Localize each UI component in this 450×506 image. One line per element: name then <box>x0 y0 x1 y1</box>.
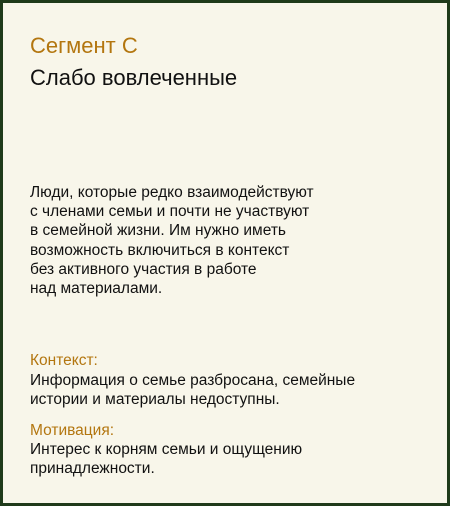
description-line: с членами семьи и почти не участвуют <box>30 203 310 221</box>
segment-label: Сегмент C <box>30 33 138 58</box>
context-line: истории и материалы недоступны. <box>30 391 280 408</box>
segment-card <box>3 3 447 503</box>
motivation-line: принадлежности. <box>30 460 155 477</box>
segment-title: Слабо вовлеченные <box>30 65 238 90</box>
motivation-line: Интерес к корням семьи и ощущению <box>30 441 303 458</box>
motivation-heading: Мотивация: <box>30 422 115 439</box>
description-line: над материалами. <box>30 280 163 298</box>
description-line: возможность включиться в контекст <box>30 241 290 259</box>
context-line: Информация о семье разбросана, семейные <box>30 372 356 389</box>
context-heading: Контекст: <box>30 352 98 369</box>
description-line: Люди, которые редко взаимодействуют <box>30 184 314 201</box>
description-line: в семейной жизни. Им нужно иметь <box>30 222 286 240</box>
description-line: без активного участия в работе <box>30 260 257 278</box>
motivation-text <box>30 440 430 478</box>
segment-description <box>30 183 360 298</box>
context-text <box>30 371 430 409</box>
